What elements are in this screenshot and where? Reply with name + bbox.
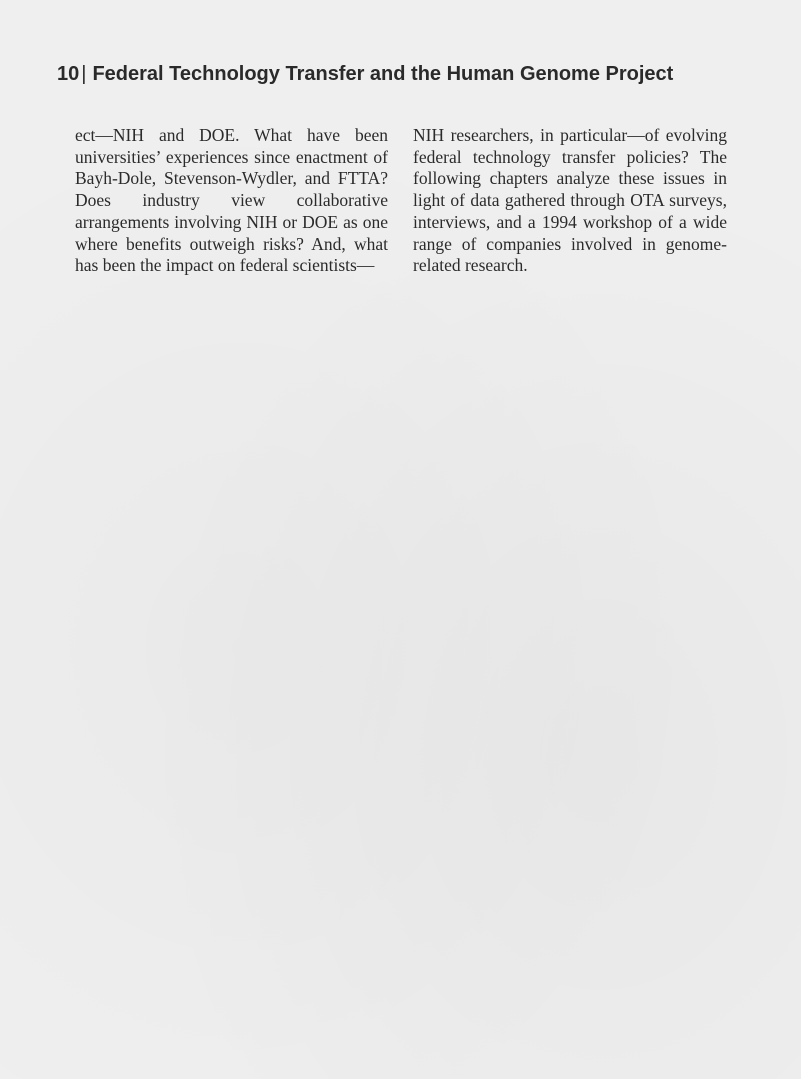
right-column-text: NIH researchers, in particular—of evolving federal technology transfer policies? The following chapters analyze these issues in light of data gathered through OTA surveys, interviews, and a 1994 workshop of a wide range of companies involved in genome-related research. — [413, 125, 727, 276]
running-title: Federal Technology Transfer and the Human Genome Project — [92, 63, 674, 85]
running-header — [57, 63, 673, 86]
left-column-text: ect—NIH and DOE. What have been universities’ experiences since enactment of Bayh-Dole, Stevenson-Wydler, and FTTA? Does industry view collaborative arrangements involving NIH or DOE as one where benefits outweigh risks? And, what has been the impact on federal scientists— — [75, 125, 388, 276]
page-number: 10 — [57, 63, 80, 85]
header-separator: | — [81, 63, 87, 85]
